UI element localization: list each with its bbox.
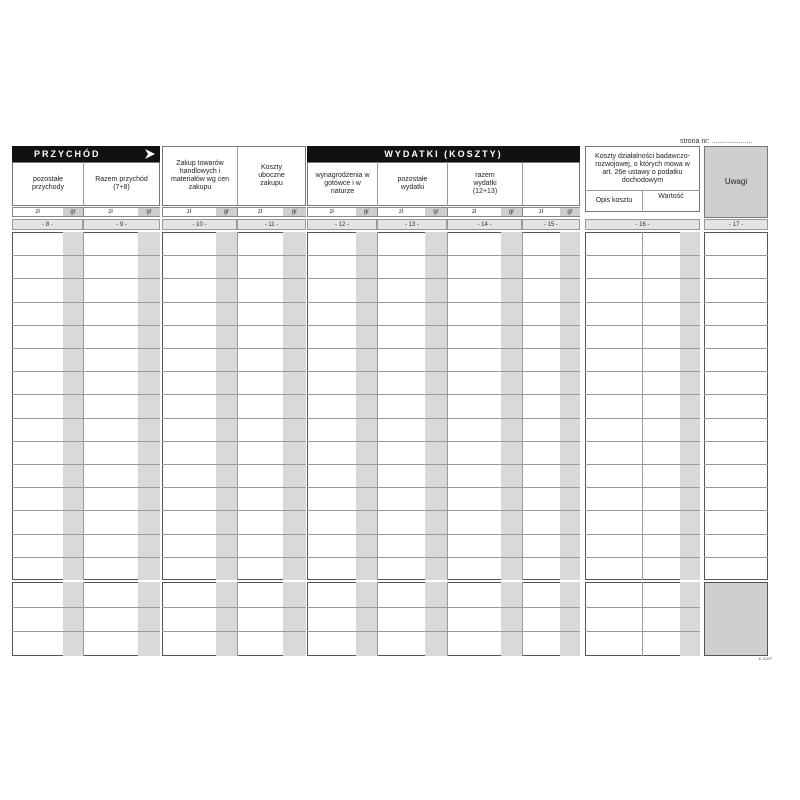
zl-label: zł bbox=[186, 209, 192, 215]
gr-label: gr bbox=[138, 208, 160, 216]
column-number: - 9 - bbox=[83, 219, 160, 230]
summary-row bbox=[162, 607, 306, 608]
table-row bbox=[162, 371, 306, 372]
table-row bbox=[704, 487, 768, 488]
table-row bbox=[585, 371, 700, 372]
table-row bbox=[704, 302, 768, 303]
table-row bbox=[162, 302, 306, 303]
table-row bbox=[704, 325, 768, 326]
col-opis-kosztu: Opis kosztu bbox=[595, 197, 633, 204]
table-row bbox=[12, 278, 160, 279]
table-row bbox=[307, 325, 580, 326]
table-row bbox=[704, 348, 768, 349]
form-code: K-3/1/P bbox=[758, 656, 772, 661]
summary-row bbox=[12, 631, 160, 632]
table-row bbox=[12, 534, 160, 535]
table-row bbox=[12, 325, 160, 326]
table-row bbox=[585, 510, 700, 511]
table-row bbox=[307, 371, 580, 372]
table-row bbox=[704, 534, 768, 535]
col-razem-przychod: Razem przychód (7+8) bbox=[95, 176, 148, 191]
table-row bbox=[12, 418, 160, 419]
przychod-header bbox=[12, 146, 160, 162]
table-row bbox=[307, 464, 580, 465]
table-row bbox=[585, 441, 700, 442]
table-row bbox=[704, 278, 768, 279]
table-row bbox=[307, 394, 580, 395]
summary-row bbox=[585, 631, 700, 632]
table-row bbox=[162, 255, 306, 256]
column-number: - 10 - bbox=[162, 219, 237, 230]
table-row bbox=[585, 418, 700, 419]
table-row bbox=[162, 464, 306, 465]
table-row bbox=[585, 557, 700, 558]
summary-row bbox=[585, 607, 700, 608]
gr-label: gr bbox=[425, 208, 447, 216]
wydatki-header: WYDATKI (KOSZTY) bbox=[307, 146, 580, 162]
zl-label: zł bbox=[329, 209, 334, 215]
table-row bbox=[307, 510, 580, 511]
table-row bbox=[12, 302, 160, 303]
column-number: - 15 - bbox=[522, 219, 580, 230]
table-row bbox=[12, 510, 160, 511]
table-row bbox=[12, 371, 160, 372]
table-row bbox=[585, 348, 700, 349]
zl-label: zł bbox=[398, 209, 404, 215]
summary-row bbox=[12, 607, 160, 608]
col-wynagrodzenia: wynagrodzenia w gotówce i w naturze bbox=[315, 172, 370, 195]
table-row bbox=[162, 394, 306, 395]
summary-row bbox=[162, 631, 306, 632]
przychod-title: PRZYCHÓD bbox=[34, 149, 101, 159]
badawczo-rozwojowe-header: Koszty działalności badawczo-rozwojowej, o których mowa w art. 26e ustawy o podatku dochodowym bbox=[595, 152, 690, 184]
table-row bbox=[307, 441, 580, 442]
table-row bbox=[12, 441, 160, 442]
table-row bbox=[162, 278, 306, 279]
table-row bbox=[704, 418, 768, 419]
gr-label: gr bbox=[356, 208, 377, 216]
col-pozostale-wydatki: pozostałe wydatki bbox=[397, 176, 428, 191]
zl-label: zł bbox=[35, 209, 40, 215]
gr-label: gr bbox=[216, 208, 237, 216]
column-number: - 12 - bbox=[307, 219, 377, 230]
table-row bbox=[162, 534, 306, 535]
table-row bbox=[307, 302, 580, 303]
zl-label: zł bbox=[108, 209, 113, 215]
table-row bbox=[162, 441, 306, 442]
table-row bbox=[162, 487, 306, 488]
table-row bbox=[162, 557, 306, 558]
table-row bbox=[704, 557, 768, 558]
table-row bbox=[585, 394, 700, 395]
table-row bbox=[704, 441, 768, 442]
table-row bbox=[585, 278, 700, 279]
table-row bbox=[585, 302, 700, 303]
table-row bbox=[704, 371, 768, 372]
table-row bbox=[162, 418, 306, 419]
table-row bbox=[307, 487, 580, 488]
table-row bbox=[704, 394, 768, 395]
summary-row bbox=[307, 607, 580, 608]
col-uwagi: Uwagi bbox=[704, 146, 768, 218]
col-koszty-uboczne: Koszty uboczne zakupu bbox=[258, 164, 285, 187]
table-row bbox=[585, 487, 700, 488]
column-number: - 13 - bbox=[377, 219, 447, 230]
table-row bbox=[704, 464, 768, 465]
table-row bbox=[585, 464, 700, 465]
gr-label: gr bbox=[501, 208, 522, 216]
table-row bbox=[307, 418, 580, 419]
table-row bbox=[585, 534, 700, 535]
table-row bbox=[12, 557, 160, 558]
table-row bbox=[307, 557, 580, 558]
table-row bbox=[162, 348, 306, 349]
table-row bbox=[585, 325, 700, 326]
table-row bbox=[12, 348, 160, 349]
table-row bbox=[12, 487, 160, 488]
column-number: - 16 - bbox=[585, 219, 700, 230]
table-row bbox=[704, 255, 768, 256]
column-number: - 14 - bbox=[447, 219, 522, 230]
table-row bbox=[162, 510, 306, 511]
col-pozostale-przychody: pozostałe przychody bbox=[32, 176, 64, 191]
table-row bbox=[307, 348, 580, 349]
table-row bbox=[162, 325, 306, 326]
table-row bbox=[585, 255, 700, 256]
column-number: - 11 - bbox=[237, 219, 306, 230]
summary-row bbox=[307, 631, 580, 632]
table-row bbox=[307, 534, 580, 535]
zl-label: zł bbox=[471, 209, 477, 215]
column-number: - 8 - bbox=[12, 219, 83, 230]
table-row bbox=[12, 464, 160, 465]
gr-label: gr bbox=[560, 208, 580, 216]
table-row bbox=[12, 255, 160, 256]
zl-label: zł bbox=[257, 209, 263, 215]
gr-label: gr bbox=[63, 208, 83, 216]
page-number-label: strona nr: ..................... bbox=[680, 138, 753, 145]
table-row bbox=[704, 510, 768, 511]
gr-label: gr bbox=[283, 208, 306, 216]
column-number: - 17 - bbox=[704, 219, 768, 230]
col-15-blank bbox=[523, 163, 579, 205]
table-row bbox=[307, 255, 580, 256]
table-row bbox=[307, 278, 580, 279]
col-razem-wydatki: razem wydatki (12+13) bbox=[472, 172, 498, 195]
col-wartosc: Wartość bbox=[658, 193, 684, 200]
zl-label: zł bbox=[538, 209, 544, 215]
table-row bbox=[12, 394, 160, 395]
arrow-right-icon bbox=[144, 148, 156, 160]
col-zakup-towarow: Zakup towarów handlowych i materiałów wg cen zakupu bbox=[171, 160, 229, 191]
